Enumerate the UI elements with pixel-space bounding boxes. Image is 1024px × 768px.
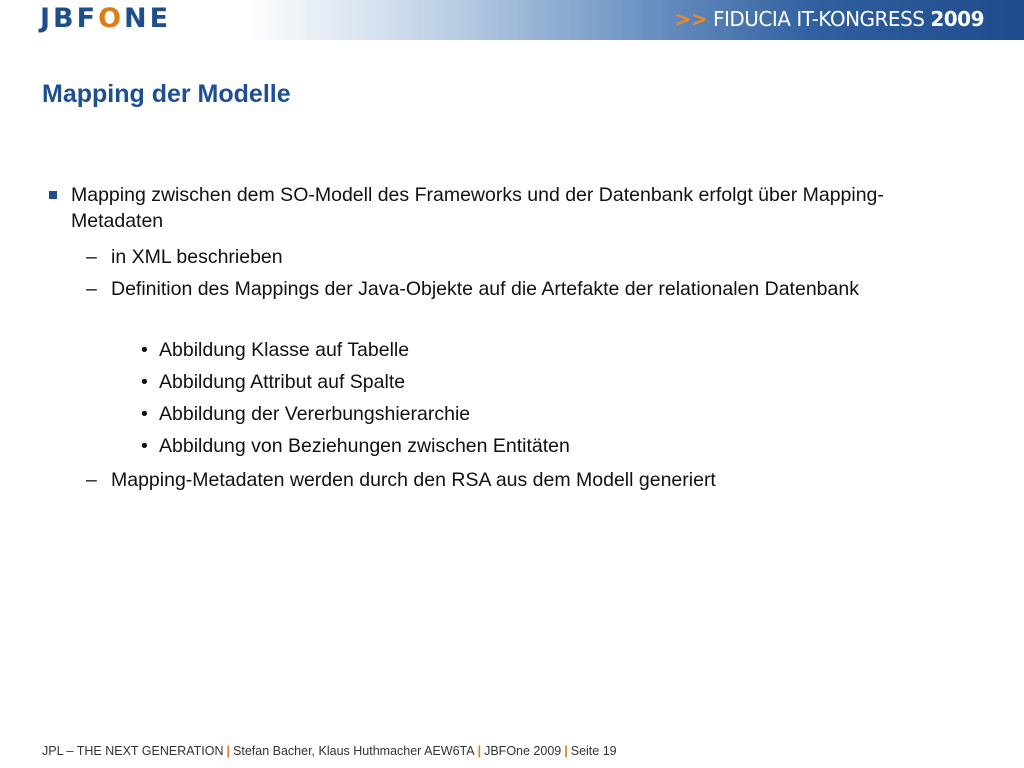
bullet-item [141, 401, 919, 427]
bullet-item [141, 369, 919, 395]
footer [42, 744, 617, 758]
congress-arrows: >> [674, 7, 707, 31]
bullet-text: Abbildung der Vererbungshierarchie [159, 403, 471, 425]
footer-page-number: Seite 19 [570, 744, 617, 758]
bullet-item [141, 337, 919, 363]
dot-bullet-icon: • [141, 435, 148, 457]
footer-authors: Stefan Bacher, Klaus Huthmacher AEW6TA [233, 744, 475, 758]
bullet-text: Mapping zwischen dem SO-Modell des Frameworks und der Datenbank erfolgt über Mapping-Metadaten [71, 184, 884, 232]
footer-title: JPL – THE NEXT GENERATION [42, 744, 224, 758]
jbfone-logo [40, 3, 171, 34]
bullet-text: Abbildung Attribut auf Spalte [159, 371, 406, 393]
bullet-text: Definition des Mappings der Java-Objekte auf die Artefakte der relationalen Datenbank [111, 278, 859, 300]
dash-bullet-icon: – [86, 469, 97, 491]
dot-bullet-icon: • [141, 403, 148, 425]
square-bullet-icon [49, 191, 57, 199]
logo-text-post: NE [124, 3, 172, 34]
header-bar [0, 0, 1024, 40]
congress-label [674, 7, 984, 31]
footer-separator: | [477, 744, 482, 758]
bullet-text: in XML beschrieben [111, 246, 283, 268]
logo-text-pre: JBF [40, 3, 99, 34]
page-title: Mapping der Modelle [42, 80, 291, 108]
dash-bullet-icon: – [86, 246, 97, 268]
dash-bullet-icon: – [86, 278, 97, 300]
footer-separator: | [226, 744, 231, 758]
footer-event: JBFOne 2009 [484, 744, 562, 758]
congress-text: FIDUCIA IT-KONGRESS [712, 7, 925, 31]
bullet-item [86, 276, 911, 302]
dot-bullet-icon: • [141, 371, 148, 393]
bullet-item [71, 182, 951, 234]
bullet-text: Abbildung Klasse auf Tabelle [159, 339, 410, 361]
logo-text-o: O [98, 3, 125, 34]
footer-separator: | [564, 744, 568, 758]
bullet-item [86, 467, 911, 493]
dot-bullet-icon: • [141, 339, 148, 361]
bullet-item [86, 244, 911, 270]
congress-year: 2009 [930, 7, 984, 31]
bullet-text: Mapping-Metadaten werden durch den RSA aus dem Modell generiert [111, 469, 716, 491]
bullet-item [141, 433, 919, 459]
bullet-text: Abbildung von Beziehungen zwischen Entitäten [159, 435, 570, 457]
